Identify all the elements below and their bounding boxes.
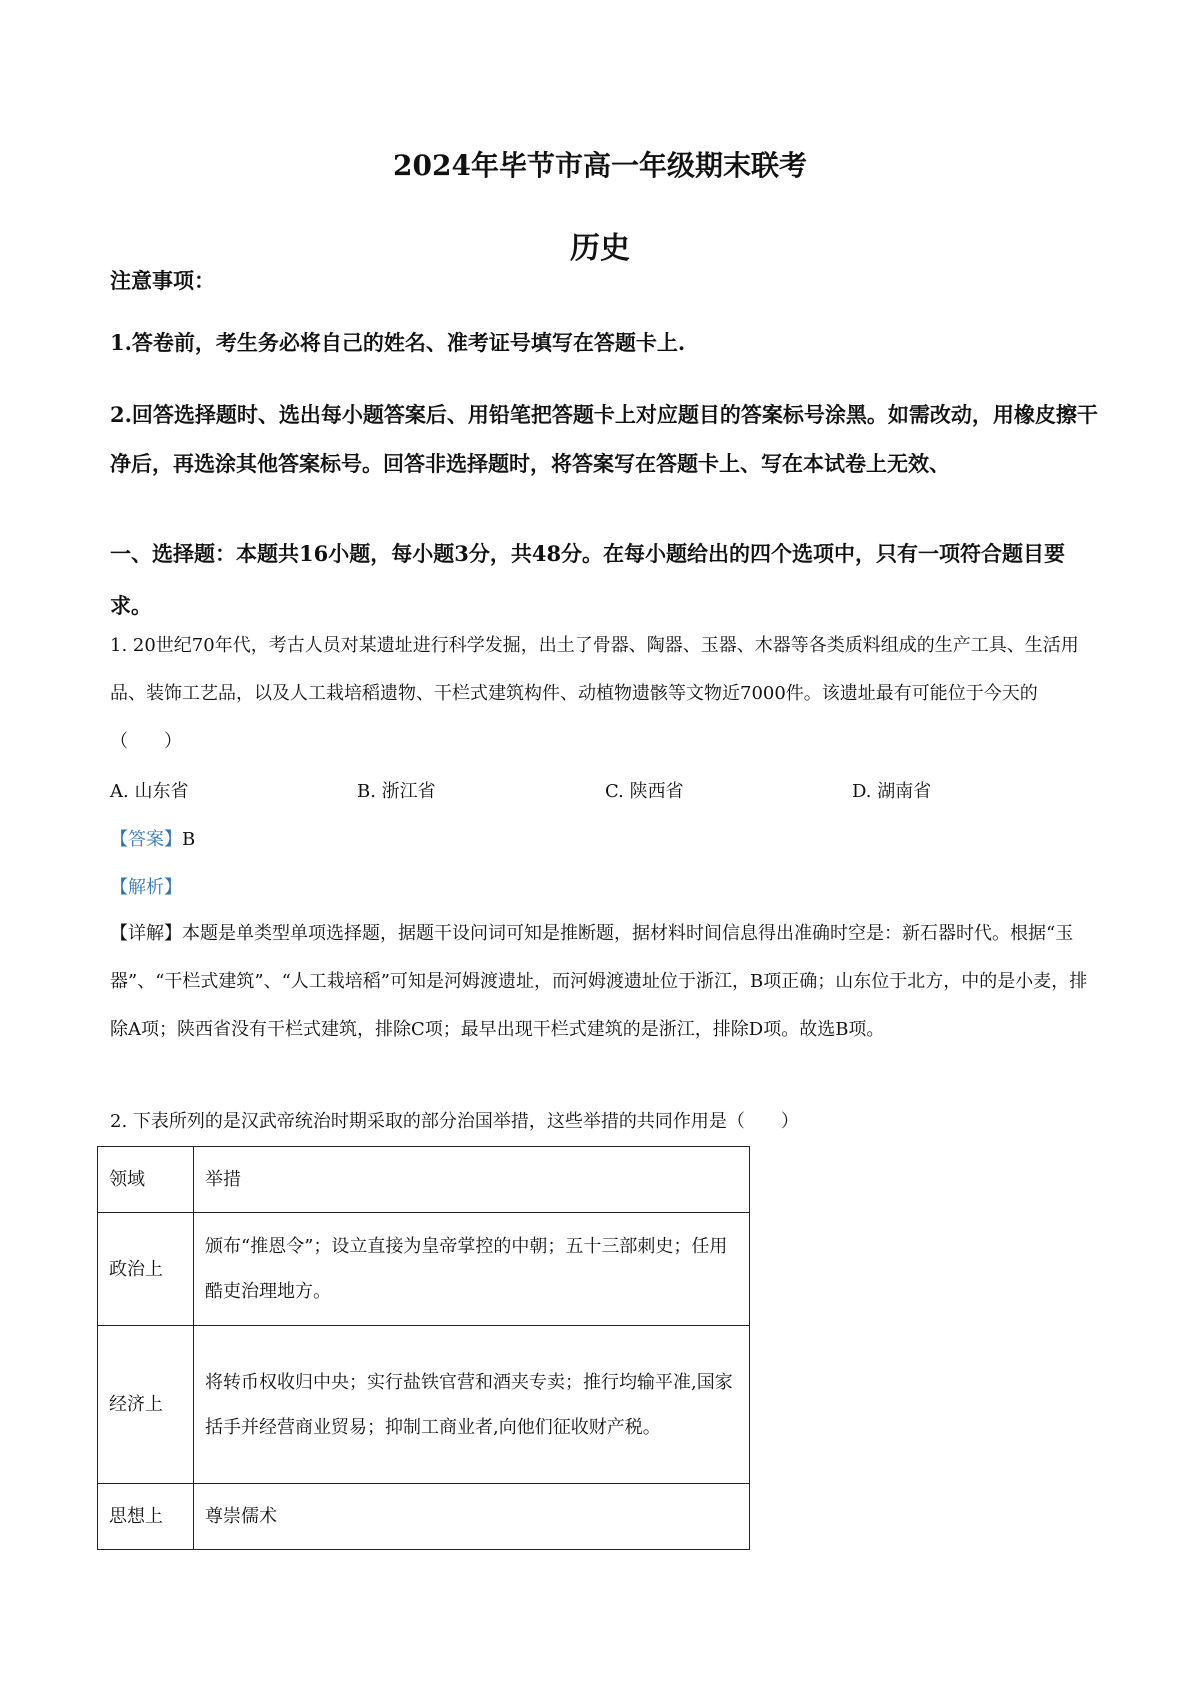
table-cell-measure: 将转币权收归中央；实行盐铁官营和酒夹专卖；推行均输平准,国家括手并经营商业贸易；抑制工商业者,向他们征收财产税。 bbox=[194, 1326, 750, 1484]
answer-label: 【答案】 bbox=[110, 829, 182, 850]
q1-option-b: B. 浙江省 bbox=[357, 781, 436, 802]
table-header-cell: 举措 bbox=[194, 1147, 750, 1213]
q1-answer bbox=[110, 818, 1100, 862]
q2-measures-table bbox=[97, 1146, 750, 1550]
q1-option-d: D. 湖南省 bbox=[852, 781, 932, 802]
answer-value: B bbox=[182, 829, 196, 850]
notice-item-2: 2.回答选择题时、选出每小题答案后、用铅笔把答题卡上对应题目的答案标号涂黑。如需改动，用橡皮擦干净后，再选涂其他答案标号。回答非选择题时，将答案写在答题卡上、写在本试卷上无效、 bbox=[110, 402, 1098, 476]
table-header-cell: 领域 bbox=[98, 1147, 194, 1213]
q1-analysis-label: 【解析】 bbox=[110, 877, 182, 898]
detail-text: 本题是单类型单项选择题，据题干设问词可知是推断题，据材料时间信息得出准确时空是：新石器时代。根据“玉器”、“干栏式建筑”、“人工栽培稻”可知是河姆渡遗址，而河姆渡遗址位于浙江，B项正确；山东位于北方，中的是小麦，排除A项；陕西省没有干栏式建筑，排除C项；最早出现干栏式建筑的是浙江，排除D项。故选B项。 bbox=[110, 923, 1088, 1040]
table-row bbox=[98, 1213, 750, 1326]
detail-label: 【详解】 bbox=[110, 923, 182, 944]
q1-option-c: C. 陕西省 bbox=[605, 781, 684, 802]
table-cell-measure: 颁布“推恩令”；设立直接为皇帝掌控的中朝；五十三部刺史；任用酷吏治理地方。 bbox=[194, 1213, 750, 1326]
notice-heading: 注意事项： bbox=[110, 268, 215, 293]
table-cell-domain: 经济上 bbox=[98, 1326, 194, 1484]
q1-detail bbox=[110, 910, 1100, 1054]
q1-option-a: A. 山东省 bbox=[110, 781, 189, 802]
table-row bbox=[98, 1484, 750, 1550]
q2-stem: 2. 下表所列的是汉武帝统治时期采取的部分治国举措，这些举措的共同作用是（ ） bbox=[110, 1111, 799, 1132]
table-row bbox=[98, 1326, 750, 1484]
table-cell-measure: 尊崇儒术 bbox=[194, 1484, 750, 1550]
q1-stem: 1. 20世纪70年代，考古人员对某遗址进行科学发掘，出土了骨器、陶器、玉器、木器等各类质料组成的生产工具、生活用品、装饰工艺品，以及人工栽培稻遗物、干栏式建筑构件、动植物遗骸等文物近7000件。该遗址最有可能位于今天的（ ） bbox=[110, 635, 1079, 752]
table-cell-domain: 政治上 bbox=[98, 1213, 194, 1326]
section-heading: 一、选择题：本题共16小题，每小题3分，共48分。在每小题给出的四个选项中，只有一项符合题目要求。 bbox=[110, 541, 1066, 618]
subject-title: 历史 bbox=[570, 231, 630, 266]
table-cell-domain: 思想上 bbox=[98, 1484, 194, 1550]
notice-item-1: 1.答卷前，考生务必将自己的姓名、准考证号填写在答题卡上. bbox=[110, 330, 686, 355]
exam-title: 2024年毕节市高一年级期末联考 bbox=[393, 149, 807, 182]
table-header-row bbox=[98, 1147, 750, 1213]
